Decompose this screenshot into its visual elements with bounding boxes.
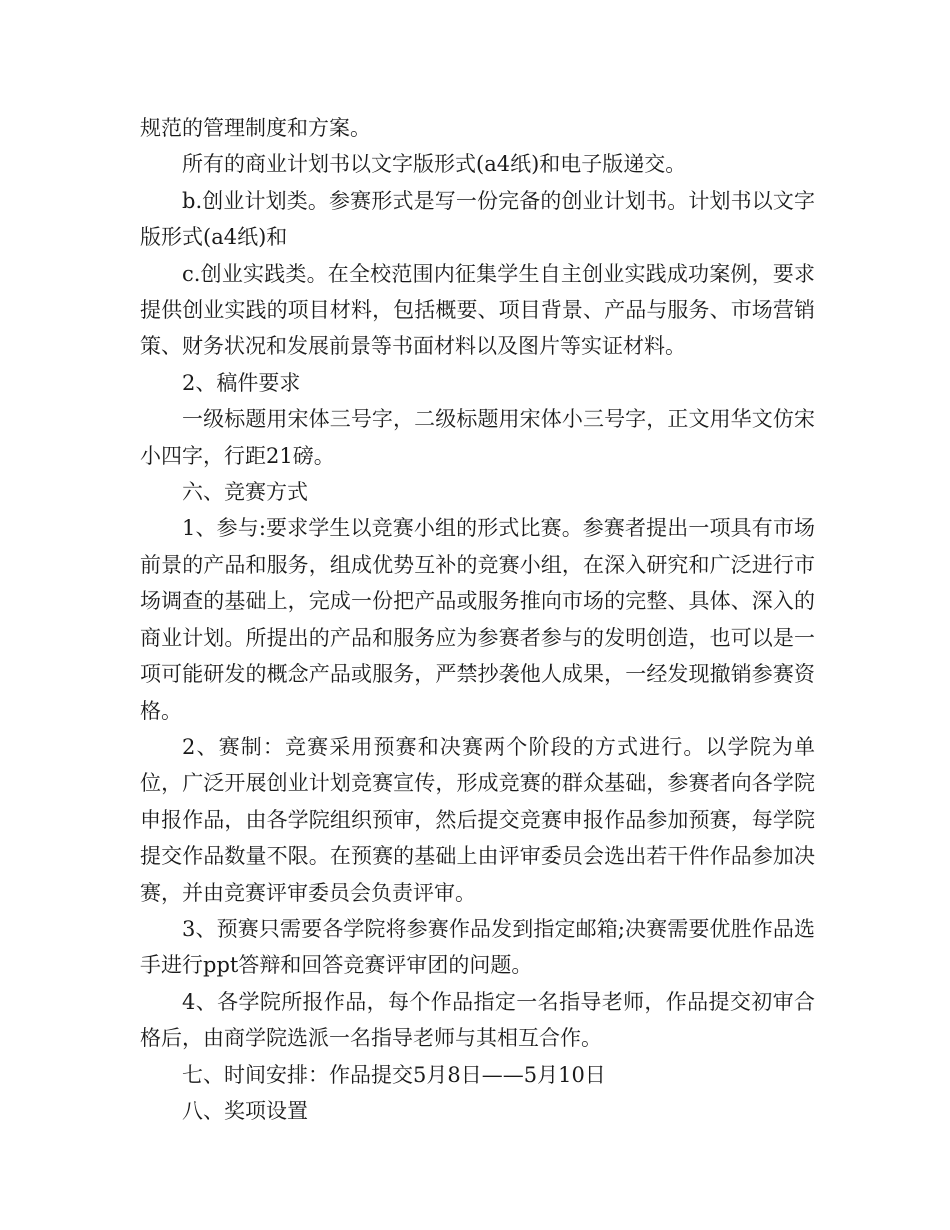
paragraph-category-c: c.创业实践类。在全校范围内征集学生自主创业实践成功案例，要求提供创业实践的项目材料，包括概要、项目背景、产品与服务、市场营销策、财务状况和发展前景等书面材料以及图片等实证材料。 (140, 261, 815, 359)
paragraph-advisors: 4、各学院所报作品，每个作品指定一名指导老师，作品提交初审合格后，由商学院选派一名指导老师与其相互合作。 (140, 989, 815, 1051)
paragraph-participation: 1、参与:要求学生以竞赛小组的形式比赛。参赛者提出一项具有市场前景的产品和服务，组成优势互补的竞赛小组，在深入研究和广泛进行市场调查的基础上，完成一份把产品或服务推向市场的完整、具体、深入的商业计划。所提出的产品和服务应为参赛者参与的发明创造，也可以是一项可能研发的概念产品或服务，严禁抄袭他人成果，一经发现撤销参赛资格。 (140, 516, 815, 723)
heading-manuscript-requirements: 2、稿件要求 (182, 370, 301, 395)
document-body (140, 110, 815, 1129)
paragraph-category-b: b.创业计划类。参赛形式是写一份完备的创业计划书。计划书以文字版形式(a4纸)和 (140, 188, 815, 250)
heading-competition-method: 六、竞赛方式 (182, 480, 308, 505)
paragraph-preliminary-final: 3、预赛只需要各学院将参赛作品发到指定邮箱;决赛需要优胜作品选手进行ppt答辩和回答竞赛评审团的问题。 (140, 916, 815, 978)
paragraph-continuation: 规范的管理制度和方案。 (140, 116, 371, 140)
heading-schedule: 七、时间安排：作品提交5月8日——5月10日 (182, 1062, 606, 1087)
paragraph-font-requirements: 一级标题用宋体三号字，二级标题用宋体小三号字，正文用华文仿宋小四字，行距21磅。 (140, 407, 815, 468)
heading-awards: 八、奖项设置 (182, 1098, 308, 1123)
paragraph-competition-system: 2、赛制：竞赛采用预赛和决赛两个阶段的方式进行。以学院为单位，广泛开展创业计划竞赛宣传，形成竞赛的群众基础，参赛者向各学院申报作品，由各学院组织预审，然后提交竞赛申报作品参加预赛，每学院提交作品数量不限。在预赛的基础上由评审委员会选出若干件作品参加决赛，并由竞赛评审委员会负责评审。 (140, 734, 815, 905)
paragraph-submission-format: 所有的商业计划书以文字版形式(a4纸)和电子版递交。 (182, 152, 687, 177)
